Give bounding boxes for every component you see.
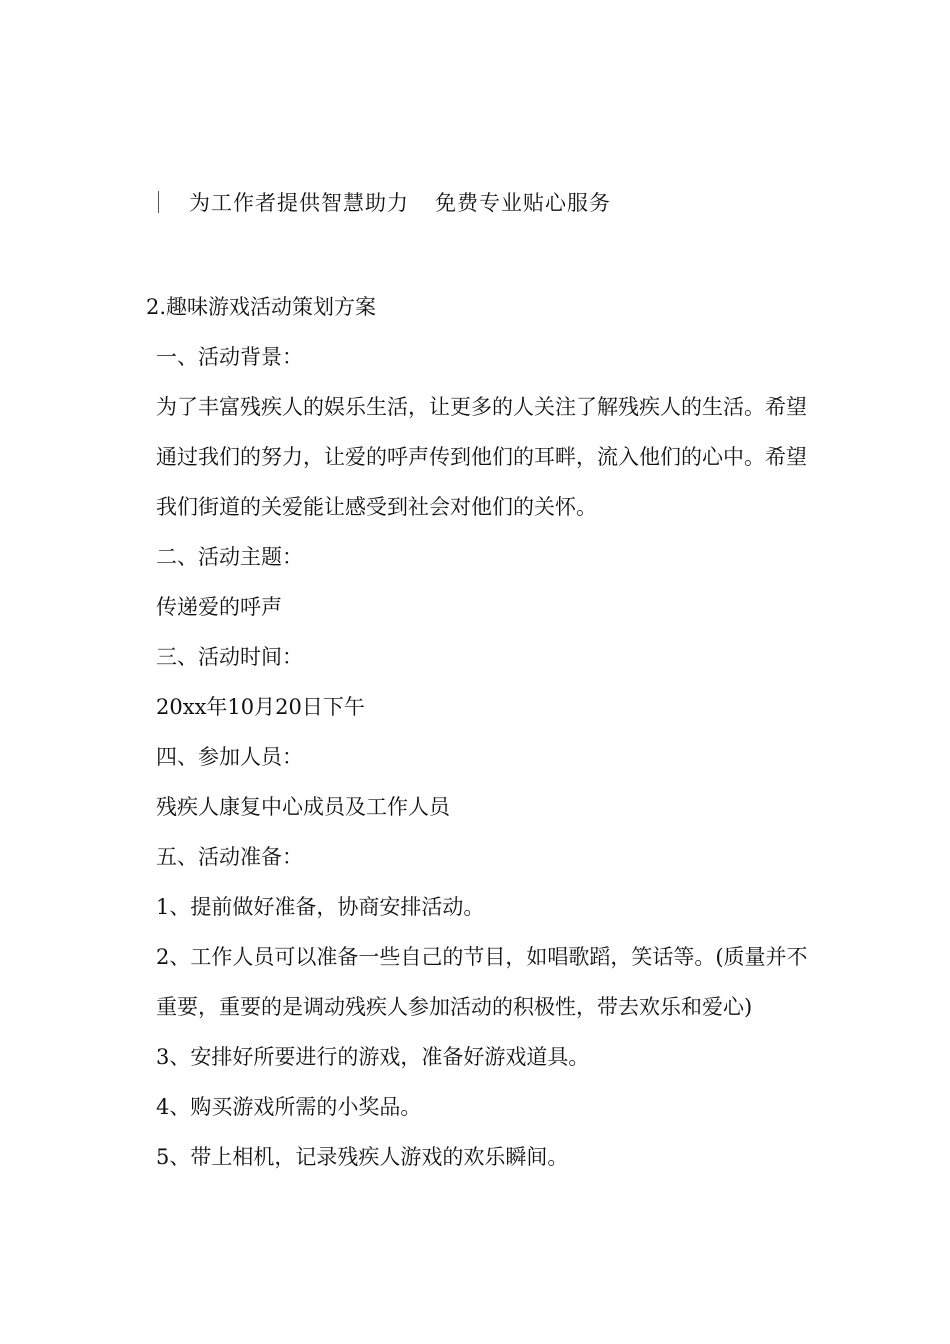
document-body	[146, 282, 816, 1182]
section3-heading: 三、活动时间：	[156, 645, 303, 669]
prep-item-2: 2、工作人员可以准备一些自己的节目，如唱歌蹈，笑话等。(质量并不重要，重要的是调动残疾人参加活动的积极性，带去欢乐和爱心)	[156, 945, 808, 1019]
section2-body: 传递爱的呼声	[156, 595, 282, 619]
section5-heading: 五、活动准备：	[156, 845, 303, 869]
tagline-right: 免费专业贴心服务	[435, 191, 611, 215]
prep-item-4: 4、购买游戏所需的小奖品。	[156, 1095, 422, 1119]
header-divider	[158, 191, 159, 213]
section1-heading: 一、活动背景：	[156, 345, 303, 369]
document-title: 2.趣味游戏活动策划方案	[146, 295, 377, 319]
section1-body: 为了丰富残疾人的娱乐生活，让更多的人关注了解残疾人的生活。希望通过我们的努力，让爱的呼声传到他们的耳畔，流入他们的心中。希望我们街道的关爱能让感受到社会对他们的关怀。	[156, 395, 807, 519]
section4-body: 残疾人康复中心成员及工作人员	[156, 795, 450, 819]
tagline-left: 为工作者提供智慧助力	[189, 191, 409, 215]
section4-heading: 四、参加人员：	[156, 745, 303, 769]
section3-body: 20xx年10月20日下午	[156, 695, 365, 719]
header-tagline	[152, 184, 611, 220]
section2-heading: 二、活动主题：	[156, 545, 303, 569]
prep-item-5: 5、带上相机，记录残疾人游戏的欢乐瞬间。	[156, 1145, 569, 1169]
prep-item-3: 3、安排好所要进行的游戏，准备好游戏道具。	[156, 1045, 590, 1069]
prep-item-1: 1、提前做好准备，协商安排活动。	[156, 895, 485, 919]
